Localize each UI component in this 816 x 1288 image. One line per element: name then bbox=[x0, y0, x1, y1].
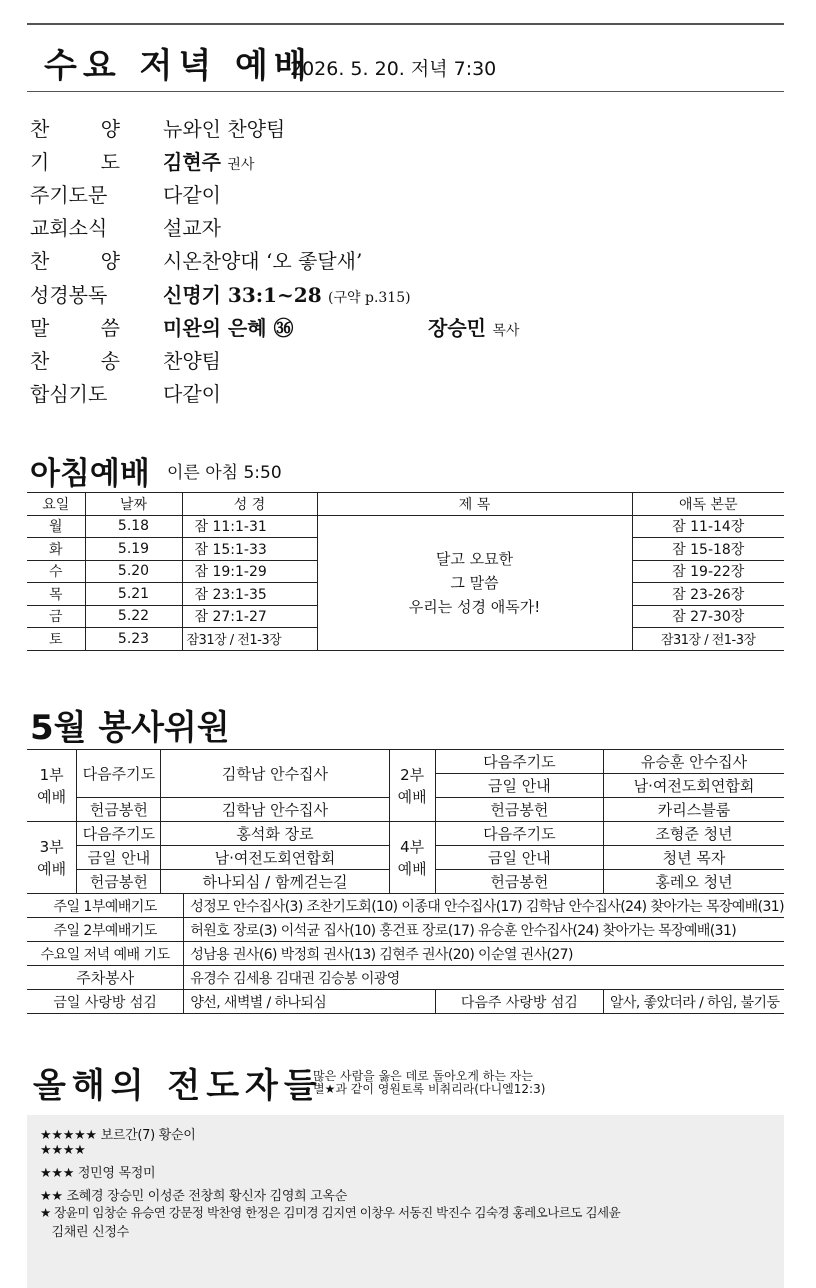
preacher-name: 장승민 bbox=[428, 316, 486, 340]
role-cell: 헌금봉헌 bbox=[77, 870, 161, 894]
order-label: 찬 송 bbox=[30, 349, 120, 373]
date-cell: 5.22 bbox=[85, 605, 182, 628]
order-label: 합심기도 bbox=[30, 382, 108, 406]
prayer-room-label: 금일 사랑방 섬김 bbox=[27, 990, 184, 1014]
order-value: 뉴와인 찬양팀 bbox=[163, 117, 286, 141]
group-label: 1부 예배 bbox=[27, 750, 77, 822]
day-cell: 목 bbox=[27, 583, 85, 606]
prayer-name: 김현주 bbox=[163, 150, 221, 174]
verse-line: 많은 사람을 옳은 데로 돌아오게 하는 자는 bbox=[313, 1069, 533, 1083]
duty-value: 유경수 김세용 김대권 김승봉 이광영 bbox=[184, 966, 784, 990]
prayer-room-label: 다음주 사랑방 섬김 bbox=[435, 990, 603, 1014]
group-label: 2부 예배 bbox=[389, 750, 435, 822]
role-cell: 헌금봉헌 bbox=[435, 798, 603, 822]
order-label: 찬 양 bbox=[30, 117, 120, 141]
order-label: 성경봉독 bbox=[30, 283, 108, 307]
col-header: 제 목 bbox=[317, 493, 632, 516]
topic-cell bbox=[317, 515, 632, 650]
day-cell: 토 bbox=[27, 628, 85, 651]
role-cell: 다음주기도 bbox=[435, 750, 603, 774]
evangelist-line: ★★★★★ 보르간(7) 황순이 bbox=[40, 1128, 196, 1143]
date-cell: 5.23 bbox=[85, 628, 182, 651]
reading-cell: 잠31장 / 전1-3장 bbox=[632, 628, 784, 651]
reading-cell: 잠 11-14장 bbox=[632, 515, 784, 538]
evangelist-line: 김채린 신정수 bbox=[40, 1225, 129, 1240]
order-label: 찬 양 bbox=[30, 249, 120, 273]
bible-cell: 잠 19:1-29 bbox=[182, 560, 317, 583]
date-cell: 5.21 bbox=[85, 583, 182, 606]
order-value: 다같이 bbox=[163, 382, 221, 406]
evangelist-line: ★★★ 정민영 목정미 bbox=[40, 1166, 156, 1181]
duty-value: 허원호 장로(3) 이석균 집사(10) 홍건표 장로(17) 유승훈 안수집사(24) 찾아가는 목장예배(31) bbox=[184, 918, 784, 942]
duty-label: 주일 1부예배기도 bbox=[27, 894, 184, 918]
service-table bbox=[27, 749, 784, 1014]
group-label: 4부 예배 bbox=[389, 822, 435, 894]
day-cell: 화 bbox=[27, 538, 85, 561]
order-value bbox=[163, 279, 411, 308]
role-cell: 헌금봉헌 bbox=[435, 870, 603, 894]
prayer-title: 권사 bbox=[227, 157, 255, 173]
bible-cell: 잠 23:1-35 bbox=[182, 583, 317, 606]
order-value: 시온찬양대 ‘오 좋달새’ bbox=[163, 249, 363, 273]
top-rule bbox=[27, 23, 784, 25]
person-cell: 남·여전도회연합회 bbox=[161, 846, 389, 870]
role-cell: 금일 안내 bbox=[435, 846, 603, 870]
table-header-row bbox=[27, 493, 784, 516]
table-row bbox=[27, 515, 784, 538]
topic-line: 우리는 성경 애독가! bbox=[408, 597, 541, 616]
order-value: 다같이 bbox=[163, 183, 221, 207]
person-cell: 김학남 안수집사 bbox=[161, 750, 389, 798]
date-cell: 5.19 bbox=[85, 538, 182, 561]
duty-label: 주차봉사 bbox=[27, 966, 184, 990]
scripture-ref: (구약 p.315) bbox=[328, 290, 411, 306]
day-cell: 금 bbox=[27, 605, 85, 628]
bible-cell: 잠 15:1-33 bbox=[182, 538, 317, 561]
evangelists-title: 올해의 전도자들 bbox=[33, 1066, 323, 1106]
title-rule bbox=[27, 91, 784, 92]
reading-cell: 잠 27-30장 bbox=[632, 605, 784, 628]
person-cell: 유승훈 안수집사 bbox=[603, 750, 784, 774]
date-cell: 5.20 bbox=[85, 560, 182, 583]
evangelist-line: ★ 장윤미 임창순 유승연 강문정 박찬영 한정은 김미경 김지연 이창우 서동진 박진수 김숙경 홍레오나르도 김세윤 bbox=[40, 1205, 621, 1220]
person-cell: 하나되심 / 함께걷는길 bbox=[161, 870, 389, 894]
order-label: 기 도 bbox=[30, 150, 120, 174]
evangelist-line: ★★★★ bbox=[40, 1143, 86, 1158]
morning-subtitle: 이른 아침 5:50 bbox=[167, 463, 282, 483]
reading-cell: 잠 23-26장 bbox=[632, 583, 784, 606]
role-cell: 다음주기도 bbox=[435, 822, 603, 846]
role-cell: 다음주기도 bbox=[77, 822, 161, 846]
order-row-sermon bbox=[30, 312, 790, 344]
person-cell: 카리스블룸 bbox=[603, 798, 784, 822]
order-label: 말 씀 bbox=[30, 316, 120, 340]
duty-value: 성정모 안수집사(3) 조찬기도회(10) 이종대 안수집사(17) 김학남 안수집사(24) 찾아가는 목장예배(31) bbox=[184, 894, 784, 918]
duty-value: 성남용 권사(6) 박정희 권사(13) 김현주 권사(20) 이순열 권사(27) bbox=[184, 942, 784, 966]
role-cell: 헌금봉헌 bbox=[77, 798, 161, 822]
person-cell: 조형준 청년 bbox=[603, 822, 784, 846]
order-value: 찬양팀 bbox=[163, 349, 221, 373]
person-cell: 남·여전도회연합회 bbox=[603, 774, 784, 798]
bible-cell: 잠 27:1-27 bbox=[182, 605, 317, 628]
order-label: 주기도문 bbox=[30, 183, 108, 207]
duty-label: 주일 2부예배기도 bbox=[27, 918, 184, 942]
role-cell: 금일 안내 bbox=[435, 774, 603, 798]
morning-schedule-table bbox=[27, 492, 784, 651]
group-label: 3부 예배 bbox=[27, 822, 77, 894]
role-cell: 금일 안내 bbox=[77, 846, 161, 870]
service-title: 5월 봉사위원 bbox=[30, 708, 230, 748]
bible-cell: 잠31장 / 전1-3장 bbox=[182, 628, 317, 651]
order-value: 설교자 bbox=[163, 216, 221, 240]
morning-title: 아침예배 bbox=[30, 456, 150, 492]
bible-cell: 잠 11:1-31 bbox=[182, 515, 317, 538]
order-value bbox=[163, 146, 254, 175]
worship-date: 2026. 5. 20. 저녁 7:30 bbox=[290, 58, 497, 80]
evangelist-line: ★★ 조혜경 장승민 이성준 전창희 황신자 김영희 고옥순 bbox=[40, 1189, 347, 1204]
person-cell: 청년 목자 bbox=[603, 846, 784, 870]
col-header: 날짜 bbox=[85, 493, 182, 516]
evangelists-verse bbox=[313, 1070, 545, 1096]
topic-line: 달고 오묘한 bbox=[435, 549, 514, 568]
person-cell: 홍레오 청년 bbox=[603, 870, 784, 894]
verse-line: 별★과 같이 영원토록 비취리라(다니엘12:3) bbox=[313, 1082, 546, 1096]
person-cell: 김학남 안수집사 bbox=[161, 798, 389, 822]
worship-title: 수요 저녁 예배 bbox=[44, 46, 313, 86]
day-cell: 수 bbox=[27, 560, 85, 583]
prayer-room-value: 양선, 새벽별 / 하나되심 bbox=[184, 990, 435, 1014]
preacher-title: 목사 bbox=[492, 323, 520, 339]
role-cell: 다음주기도 bbox=[77, 750, 161, 798]
preacher bbox=[428, 312, 519, 341]
sermon-title: 미완의 은혜 ㊱ bbox=[163, 316, 294, 340]
reading-cell: 잠 15-18장 bbox=[632, 538, 784, 561]
col-header: 성 경 bbox=[182, 493, 317, 516]
col-header: 요일 bbox=[27, 493, 85, 516]
order-label: 교회소식 bbox=[30, 216, 108, 240]
scripture-passage: 신명기 33:1~28 bbox=[163, 283, 322, 307]
date-cell: 5.18 bbox=[85, 515, 182, 538]
day-cell: 월 bbox=[27, 515, 85, 538]
topic-line: 그 말씀 bbox=[450, 573, 499, 592]
duty-label: 수요일 저녁 예배 기도 bbox=[27, 942, 184, 966]
reading-cell: 잠 19-22장 bbox=[632, 560, 784, 583]
prayer-room-value: 알사, 좋았더라 / 하임, 불기둥 bbox=[603, 990, 784, 1014]
person-cell: 홍석화 장로 bbox=[161, 822, 389, 846]
col-header: 애독 본문 bbox=[632, 493, 784, 516]
